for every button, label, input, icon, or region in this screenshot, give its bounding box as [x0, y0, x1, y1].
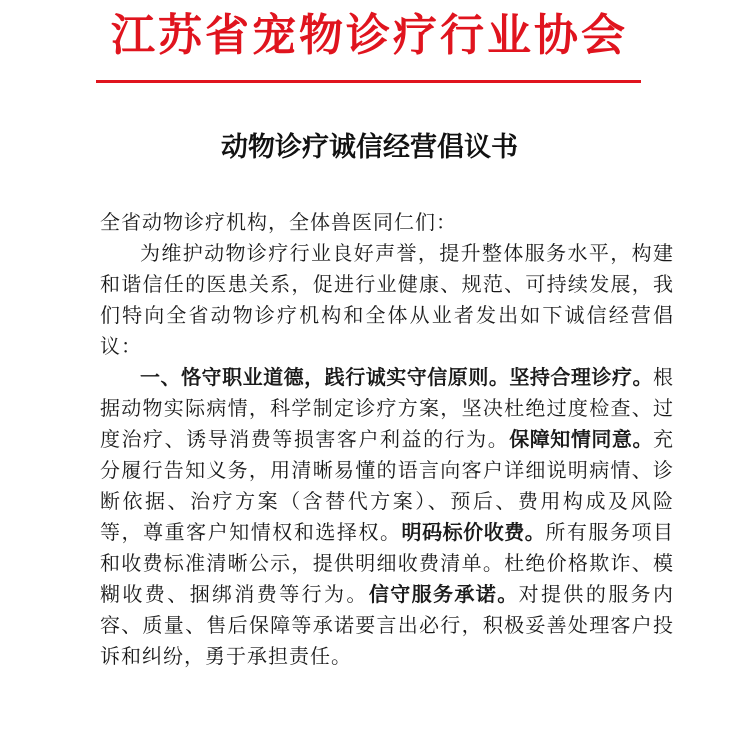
section-1-paragraph [100, 362, 674, 672]
organization-header: 江苏省宠物诊疗行业协会 [111, 10, 628, 61]
section-1-text-4: 对提供的服务内容、质量、售后保障等承诺要言出必行，积极妥善处理客户投诉和纠纷，勇于承担责任。 [100, 582, 675, 668]
keyword-service-commitment: 信守服务承诺。 [368, 582, 519, 606]
intro-paragraph: 为维护动物诊疗行业良好声誉，提升整体服务水平，构建和谐信任的医患关系，促进行业健康、规范、可持续发展，我们特向全省动物诊疗机构和全体从业者发出如下诚信经营倡议： [100, 241, 674, 358]
section-1-text-3: 所有服务项目和收费标准清晰公示，提供明细收费清单。杜绝价格欺诈、模糊收费、捆绑消费等行为。 [100, 520, 675, 606]
keyword-reasonable-treatment: 坚持合理诊疗。 [509, 365, 654, 389]
document-title: 动物诊疗诚信经营倡议书 [221, 132, 518, 163]
keyword-informed-consent: 保障知情同意。 [509, 427, 654, 451]
red-divider-line [96, 80, 641, 83]
section-1-heading: 一、恪守职业道德，践行诚实守信原则。 [140, 365, 510, 389]
salutation: 全省动物诊疗机构，全体兽医同仁们： [100, 210, 457, 234]
keyword-clear-pricing: 明码标价收费。 [401, 520, 546, 544]
section-1-text-2: 充分履行告知义务，用清晰易懂的语言向客户详细说明病情、诊断依据、治疗方案（含替代方案）、预后、费用构成及风险等，尊重客户知情权和选择权。 [100, 427, 675, 544]
document-body [100, 207, 674, 672]
section-1-text-1: 根据动物实际病情，科学制定诊疗方案，坚决杜绝过度检查、过度治疗、诱导消费等损害客户利益的行为。 [100, 365, 675, 451]
